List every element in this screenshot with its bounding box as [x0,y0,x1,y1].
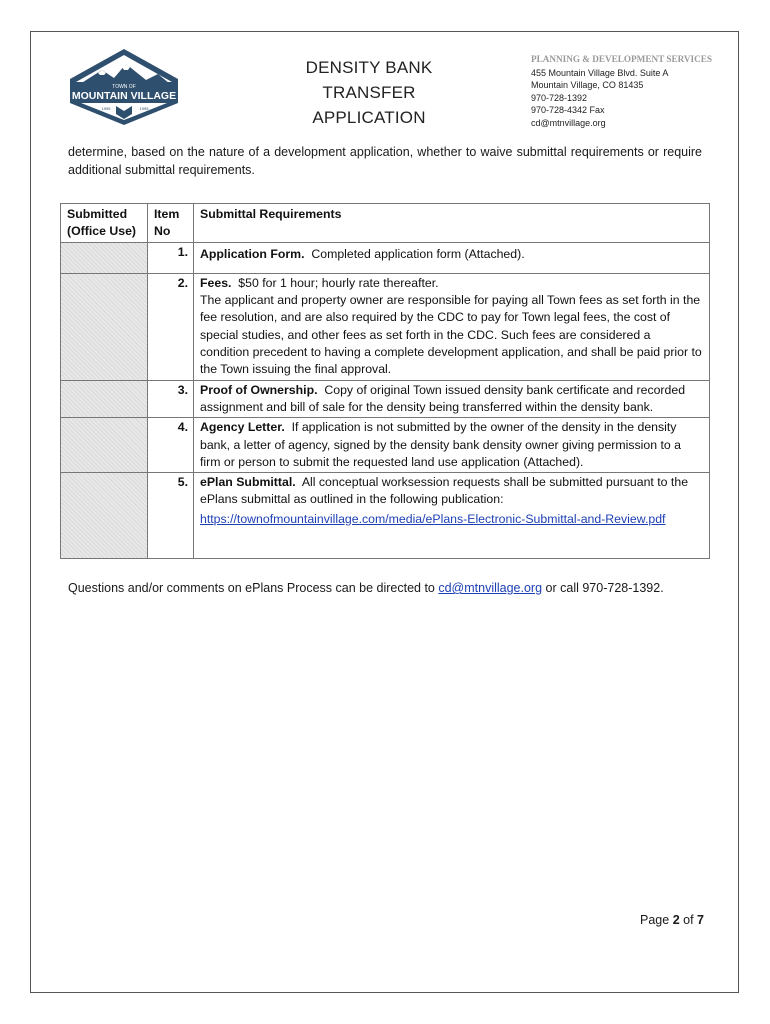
requirement-text: All conceptual worksession requests shall be submitted pursuant to the ePlans submittal as outlined in the following publication: [200,475,689,507]
address-line-1: 455 Mountain Village Blvd. Suite A [531,67,669,78]
item-number: 2. [148,273,194,380]
requirement-title: Fees. [200,275,232,290]
town-logo [68,48,180,126]
requirement-text: Copy of original Town issued density bank certificate and recorded assignment and bill of sale for the density being transferred within the density bank. [200,382,686,414]
contact-block [531,53,712,130]
header-submitted [61,204,148,243]
header-item-line-1: Item [154,207,180,221]
submitted-checkbox-cell[interactable] [61,273,148,380]
item-number: 3. [148,380,194,418]
email-link[interactable]: cd@mtnvillage.org [438,581,543,595]
requirement-text: Completed application form (Attached). [311,246,525,261]
header-submitted-line-1: Submitted [67,207,128,221]
requirement-title: ePlan Submittal. [200,475,296,490]
item-number: 4. [148,418,194,473]
requirement-text: $50 for 1 hour; hourly rate thereafter. [238,275,439,290]
requirement-cell [194,242,710,273]
table-row [61,418,710,473]
table-row [61,473,710,559]
header-submitted-line-2: (Office Use) [67,224,137,239]
logo-year-left: 1995 [101,106,111,111]
submittal-requirements-table [60,203,710,559]
header-item [148,204,194,243]
current-page: 2 [672,913,680,927]
header-item-line-2: No [154,224,171,239]
table-row [61,242,710,273]
requirement-text: If application is not submitted by the owner of the density in the density bank, a letter of agency, signed by the density bank density owner giving permission to a firm or person to submit the requested land use application (Attached). [200,420,681,469]
questions-paragraph [68,581,664,595]
questions-text: Questions and/or comments on ePlans Process can be directed to [68,581,439,595]
requirement-detail: The applicant and property owner are responsible for paying all Town fees as set forth in the fee resolution, and are also required by the CDC to pay for Town legal fees, the cost of special studies, and other fees as set forth in the CDC. Such fees are considered a condition precedent to having a complete development application, and shall be paid prior to the Town issuing the final approval. [200,293,702,377]
fax-number: 970-728-4342 Fax [531,105,605,116]
submitted-checkbox-cell[interactable] [61,473,148,559]
logo-name: MOUNTAIN VILLAGE [71,90,177,102]
requirement-cell [194,418,710,473]
submitted-checkbox-cell[interactable] [61,418,148,473]
logo-year-right: 1995 [139,106,149,111]
item-number: 5. [148,473,194,559]
of-label: of [683,913,694,927]
address-line-2: Mountain Village, CO 81435 [531,80,644,91]
requirement-title: Proof of Ownership. [200,382,318,397]
item-number: 1. [148,242,194,273]
header-requirements: Submittal Requirements [194,204,710,243]
document-title [258,55,480,130]
table-header-row [61,204,710,243]
contact-email: cd@mtnvillage.org [531,117,606,128]
phone-number: 970-728-1392 [531,92,588,103]
questions-text-after: or call 970-728-1392. [542,581,664,595]
intro-paragraph: determine, based on the nature of a development application, whether to waive submittal requirements or require additional submittal requirements. [68,145,702,177]
title-line-2: APPLICATION [312,108,426,127]
title-line-1: DENSITY BANK TRANSFER [305,58,433,102]
table-row [61,273,710,380]
eplans-publication-link[interactable]: https://townofmountainvillage.com/media/ePlans-Electronic-Submittal-and-Review.pdf [200,511,666,526]
requirement-title: Application Form. [200,246,305,261]
requirement-cell [194,380,710,418]
page-label: Page [640,913,670,927]
requirement-title: Agency Letter. [200,420,285,435]
requirement-cell [194,473,710,559]
page-number [640,913,704,927]
submitted-checkbox-cell[interactable] [61,380,148,418]
table-row [61,380,710,418]
total-pages: 7 [697,913,704,927]
submitted-checkbox-cell[interactable] [61,242,148,273]
department-name: PLANNING & DEVELOPMENT SERVICES [531,54,712,64]
requirement-cell [194,273,710,380]
logo-town-of: TOWN OF [112,84,136,90]
